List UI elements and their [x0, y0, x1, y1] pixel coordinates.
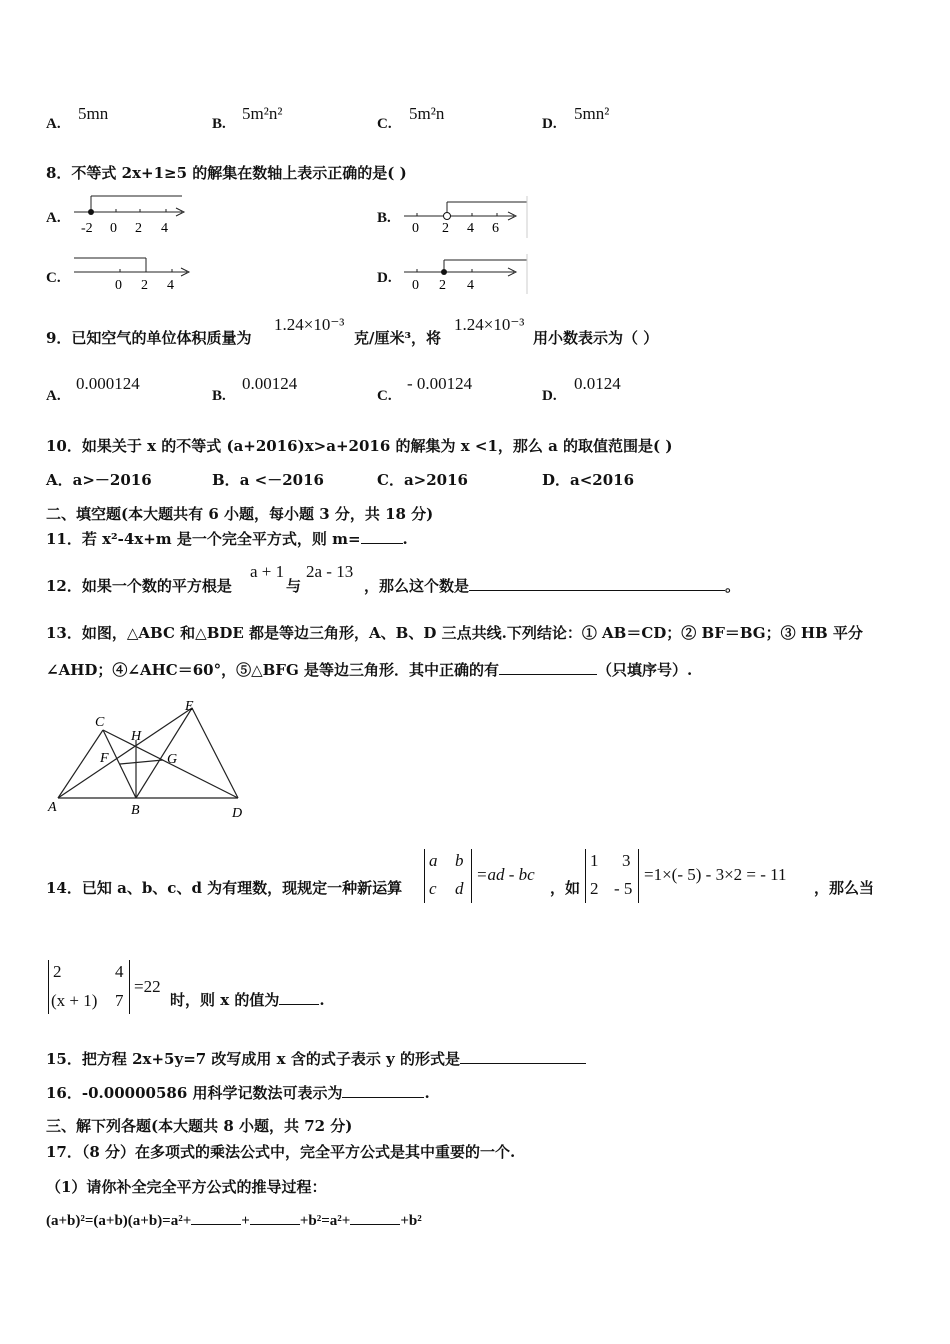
point-label-d: D — [232, 806, 243, 821]
q9-option-c-label: C. — [377, 388, 392, 404]
point-label-g: G — [167, 752, 178, 767]
section-2-heading: 二、填空题(本大题共有 6 小题，每小题 3 分，共 18 分) — [46, 505, 434, 523]
q12-post: ，那么这个数是 。 — [364, 577, 741, 595]
q16-blank — [342, 1083, 424, 1098]
q14-example: =1×(- 5) - 3×2 = - 11 — [644, 865, 787, 884]
q8-option-a-label: A. — [46, 210, 61, 226]
q14-eq: =22 — [134, 977, 161, 996]
point-label-a: A — [48, 800, 57, 815]
tick-label: -2 — [81, 221, 93, 236]
point-label-c: C — [95, 715, 105, 730]
tick-label: 0 — [115, 278, 122, 293]
tick-label: 4 — [467, 221, 474, 236]
q7-option-c-expr: 5m²n — [409, 104, 445, 123]
hollow-dot — [444, 213, 451, 220]
q7-option-b-expr: 5m²n² — [242, 104, 283, 123]
q9-option-a-value: 0.000124 — [76, 374, 140, 393]
point-label-h: H — [131, 729, 142, 744]
q7-option-b-label: B. — [212, 116, 226, 132]
q12-expr1: a + 1 — [250, 562, 285, 581]
solid-dot — [441, 269, 447, 275]
tick-label: 4 — [167, 278, 174, 293]
tick-label: 2 — [141, 278, 148, 293]
tick-label: 4 — [161, 221, 168, 236]
q11: 11．若 x²-4x+m 是一个完全平方式，则 m= . — [46, 530, 408, 548]
q16: 16．-0.00000586 用科学记数法可表示为 . — [46, 1084, 430, 1102]
q15: 15．把方程 2x+5y=7 改写成用 x 含的式子表示 y 的形式是 — [46, 1048, 586, 1069]
q14-determinant-question: 2 4 (x + 1) 7 — [48, 960, 130, 1014]
q9-option-c-value: - 0.00124 — [407, 374, 473, 393]
tick-label: 4 — [467, 278, 474, 293]
q14-tail: 时，则 x 的值为 . — [170, 991, 325, 1009]
tick-label: 0 — [110, 221, 117, 236]
section-3-heading: 三、解下列各题(本大题共 8 小题，共 72 分) — [46, 1117, 353, 1135]
q9-option-d-label: D. — [542, 388, 557, 404]
tick-label: 6 — [492, 221, 499, 236]
q8-number-line-c — [72, 254, 197, 294]
tick-label: 0 — [412, 221, 419, 236]
q17-blank-1 — [191, 1210, 241, 1225]
q14-determinant-example: 1 3 2 - 5 — [585, 849, 639, 903]
q10-option-d: D．a<2016 — [542, 471, 635, 489]
solid-dot — [88, 209, 94, 215]
q13-line1: 13．如图，△ABC 和△BDE 都是等边三角形，A、B、D 三点共线.下列结论：① AB＝CD；② BF＝BG；③ HB 平分 — [46, 624, 863, 642]
q7-option-c-label: C. — [377, 116, 392, 132]
q9-expr-2: 1.24×10⁻³ — [454, 315, 525, 334]
q8-option-b-label: B. — [377, 210, 391, 226]
q14-mid: ，如 — [550, 879, 581, 897]
q10-stem: 10．如果关于 x 的不等式 (a+2016)x>a+2016 的解集为 x <1，那么 a 的取值范围是( ) — [46, 437, 673, 455]
q8-option-d-label: D. — [377, 270, 392, 286]
q7-option-d-expr: 5mn² — [574, 104, 610, 123]
q9-option-b-label: B. — [212, 388, 226, 404]
q8-stem: 8．不等式 2x+1≥5 的解集在数轴上表示正确的是( ) — [46, 164, 407, 182]
q10-option-a: A．a>－2016 — [46, 471, 152, 489]
tick-label: 2 — [442, 221, 449, 236]
q9-option-d-value: 0.0124 — [574, 374, 621, 393]
q10-option-c: C．a>2016 — [377, 471, 468, 489]
q9-stem-mid: 克/厘米³，将 — [354, 329, 442, 347]
q11-blank — [361, 529, 403, 544]
q8-number-line-d — [402, 254, 532, 294]
q10-option-b: B．a <－2016 — [212, 471, 324, 489]
tick-label: 2 — [135, 221, 142, 236]
q17-blank-2 — [250, 1210, 300, 1225]
q15-blank — [460, 1049, 586, 1064]
q17-stem: 17．（8 分）在多项式的乘法公式中，完全平方公式是其中重要的一个. — [46, 1143, 516, 1161]
q9-expr-1: 1.24×10⁻³ — [274, 315, 345, 334]
q12-mid: 与 — [286, 577, 302, 595]
point-label-b: B — [131, 803, 140, 818]
q17-part1: （1）请你补全完全平方公式的推导过程： — [46, 1178, 327, 1196]
tick-label: 0 — [412, 278, 419, 293]
q7-option-a-expr: 5mn — [78, 104, 109, 123]
q13-geometry-figure — [46, 696, 261, 821]
q9-stem-pre: 9．已知空气的单位体积质量为 — [46, 329, 252, 347]
q17-blank-3 — [350, 1210, 400, 1225]
q9-option-a-label: A. — [46, 388, 61, 404]
q8-number-line-a — [72, 192, 192, 238]
q8-number-line-b — [402, 196, 532, 238]
point-label-e: E — [185, 699, 194, 714]
q7-option-d-label: D. — [542, 116, 557, 132]
tick-label: 2 — [439, 278, 446, 293]
q12-pre: 12．如果一个数的平方根是 — [46, 577, 232, 595]
q12-blank — [469, 576, 725, 591]
q8-option-c-label: C. — [46, 270, 61, 286]
q9-option-b-value: 0.00124 — [242, 374, 298, 393]
q14-pre: 14．已知 a、b、c、d 为有理数，现规定一种新运算 — [46, 879, 403, 897]
q12-expr2: 2a - 13 — [306, 562, 354, 581]
q7-option-a-label: A. — [46, 116, 61, 132]
q13-blank — [499, 660, 597, 675]
q14-definition: =ad - bc — [476, 865, 535, 884]
q14-determinant-def: a b c d — [424, 849, 472, 903]
point-label-f: F — [100, 751, 109, 766]
q14-post: ，那么当 — [814, 879, 875, 897]
q9-stem-post: 用小数表示为（ ） — [533, 329, 659, 347]
q14-blank — [279, 990, 319, 1005]
q13-line2: ∠AHD；④∠AHC＝60°，⑤△BFG 是等边三角形．其中正确的有 （只填序号）. — [46, 661, 693, 679]
q17-formula: (a+b)²=(a+b)(a+b)=a²+ + +b²=a²+ +b² — [46, 1210, 422, 1230]
